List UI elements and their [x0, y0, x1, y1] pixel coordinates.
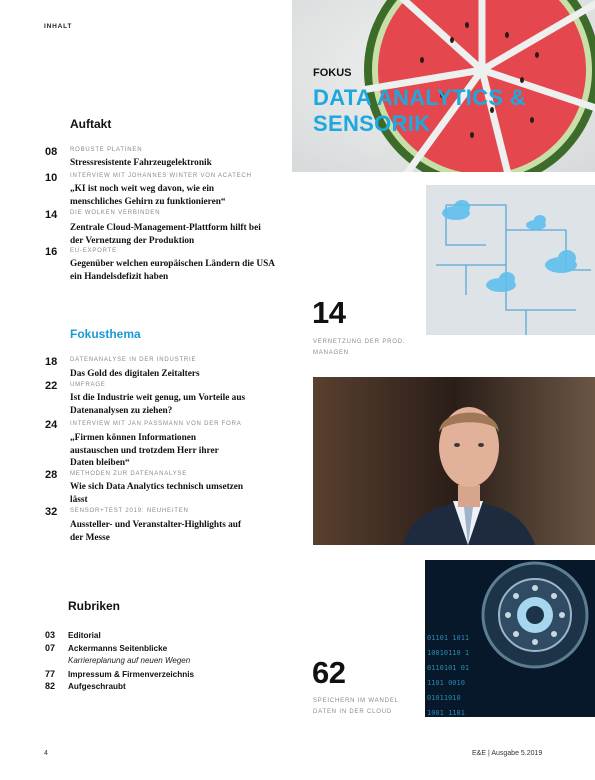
svg-text:10010110 1: 10010110 1	[427, 649, 470, 657]
cloud-network-photo	[426, 185, 595, 335]
promo-page-number-14: 14	[312, 295, 346, 330]
entry-kicker: METHODEN ZUR DATENANALYSE	[70, 471, 188, 477]
entry-title[interactable]: Aussteller- und Veranstalter-Highlights auf der Messe	[70, 520, 242, 543]
entry-kicker: DIE WOLKEN VERBINDEN	[70, 210, 161, 216]
fokus-title-line1: DATA ANALYTICS &	[313, 85, 526, 110]
rubrik-title[interactable]: Editorial	[68, 631, 101, 640]
svg-text:1101 0010: 1101 0010	[427, 679, 465, 687]
entry-page-14[interactable]: 14	[45, 209, 58, 221]
entry-page-08[interactable]: 08	[45, 146, 58, 158]
footer-issue: E&E | Ausgabe 5.2019	[472, 750, 543, 757]
rubrik-title[interactable]: Impressum & Firmenverzeichnis	[68, 670, 195, 679]
rubrik-page-03[interactable]: 03	[45, 630, 56, 640]
fokus-label: FOKUS	[313, 67, 352, 79]
entry-kicker: ROBUSTE PLATINEN	[70, 147, 143, 153]
entry-kicker: INTERVIEW MIT JOHANNES WINTER VON ACATECH	[70, 173, 252, 179]
entry-page-10[interactable]: 10	[45, 172, 58, 184]
entry-title[interactable]: „KI ist noch weit weg davon, wie ein menschliches Gehirn zu funktionieren“	[70, 184, 226, 207]
promo-page-number-62: 62	[312, 655, 346, 690]
promo-62-caption-line2: DATEN IN DER CLOUD	[313, 709, 392, 715]
entry-title[interactable]: Zentrale Cloud-Management-Plattform hilft bei der Vernetzung der Produktion	[70, 223, 261, 246]
entry-kicker: EU-EXPORTE	[70, 248, 117, 254]
section-heading-rubriken: Rubriken	[68, 599, 121, 613]
circuit-disk-photo	[425, 560, 595, 717]
section-heading-auftakt: Auftakt	[70, 117, 112, 131]
svg-text:01101 1011: 01101 1011	[427, 634, 470, 642]
entry-title[interactable]: Gegenüber welchen europäischen Ländern die USA ein Handelsdefizit haben	[70, 259, 275, 282]
fokus-title-line2: SENSORIK	[313, 111, 431, 136]
rubrik-title[interactable]: Ackermanns Seitenblicke	[68, 644, 168, 653]
rubrik-title[interactable]: Aufgeschraubt	[68, 682, 126, 691]
entry-page-24[interactable]: 24	[45, 419, 58, 431]
rubrik-page-07[interactable]: 07	[45, 643, 56, 653]
rubrik-subtitle: Karriereplanung auf neuen Wegen	[68, 656, 191, 665]
entry-page-22[interactable]: 22	[45, 380, 58, 392]
entry-title[interactable]: „Firmen können Informationen austauschen und trotzdem Herr ihrer Daten bleiben“	[70, 433, 219, 469]
section-heading-fokusthema: Fokusthema	[70, 327, 141, 341]
svg-text:1001 1101: 1001 1101	[427, 709, 465, 717]
entry-page-32[interactable]: 32	[45, 506, 58, 518]
entry-kicker: DATENANALYSE IN DER INDUSTRIE	[70, 357, 197, 363]
svg-text:0110101 01: 0110101 01	[427, 664, 470, 672]
entry-page-18[interactable]: 18	[45, 356, 58, 368]
rubrik-page-82[interactable]: 82	[45, 681, 56, 691]
promo-62-caption-line1: SPEICHERN IM WANDEL	[313, 698, 399, 704]
entry-title[interactable]: Wie sich Data Analytics technisch umsetzen lässt	[70, 482, 244, 505]
inhalt-label: INHALT	[44, 23, 73, 30]
entry-title[interactable]: Das Gold des digitalen Zeitalters	[70, 369, 200, 379]
svg-text:01011010: 01011010	[427, 694, 461, 702]
entry-page-28[interactable]: 28	[45, 469, 58, 481]
rubrik-page-77[interactable]: 77	[45, 669, 56, 679]
entry-title[interactable]: Stressresistente Fahrzeugelektronik	[70, 158, 212, 168]
entry-kicker: INTERVIEW MIT JAN PASSMANN VON DER FORA	[70, 421, 242, 427]
entry-page-16[interactable]: 16	[45, 246, 58, 258]
entry-kicker: UMFRAGE	[70, 382, 106, 388]
portrait-photo	[313, 377, 595, 545]
promo-14-caption-line2: MANAGEN	[313, 350, 349, 356]
promo-14-caption-line1: VERNETZUNG DER PROD.	[313, 339, 406, 345]
footer-page-number: 4	[44, 750, 48, 757]
entry-kicker: SENSOR+TEST 2019: NEUHEITEN	[70, 508, 189, 514]
entry-title[interactable]: Ist die Industrie weit genug, um Vorteile aus Datenanalysen zu ziehen?	[70, 393, 246, 416]
